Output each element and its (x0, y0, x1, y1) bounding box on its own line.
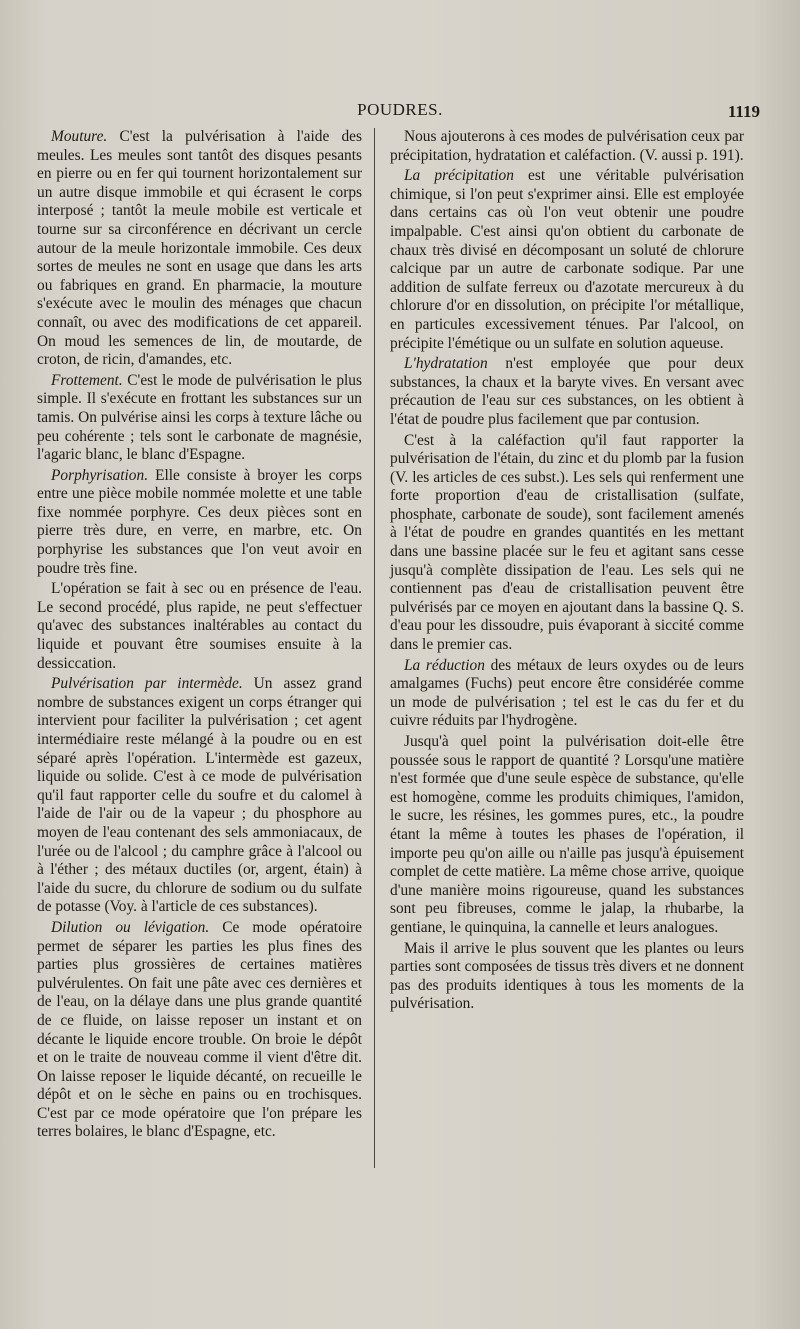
paragraph-text: C'est le mode de pulvérisation le plus simple. Il s'exécute en frottant les substances sur un tamis. On pulvérise ainsi les corps à texture lâche ou peu cohérente ; tels sont le carbonate de magnésie, l'agaric blanc, le blanc d'Espagne. (37, 371, 362, 464)
paragraph (37, 128, 362, 370)
paragraph (390, 432, 744, 655)
paragraph (390, 733, 744, 938)
paragraph-term: La réduction (404, 656, 485, 674)
paragraph-text: est une véritable pulvérisation chimique, si l'on peut s'exprimer ainsi. Elle est employée dans certains cas où l'on veut obtenir une poudre impalpable. C'est ainsi qu'on obtient du carbonate de chaux très divisé en décomposant un soluté de chlorure calcique par un autre de carbonate sodique. Par une addition de sulfate ferreux ou d'azotate mercureux à du chlorure d'or en dissolution, on précipite l'or métallique, en particules excessivement ténues. Par l'alcool, on précipite l'émétique ou un sulfate en solution aqueuse. (390, 167, 744, 352)
paragraph (37, 372, 362, 465)
paragraph-text: C'est la pulvérisation à l'aide des meules. Les meules sont tantôt des disques pesants en pierre ou en fer qui tournent horizontalement sur un autre disque immobile et qui écrasent le corps interposé ; tantôt la meule mobile est verticale et tourne sur sa circonférence en décrivant un cercle autour de la meule horizontale immobile. Ces deux sortes de meules ne sont en usage que dans les arts ou fabriques en grand. En pharmacie, la mouture s'exécute avec le moulin des ménages que chacun connaît, ou avec des modifications de cet appareil. On moud les semences de lin, de moutarde, de croton, de ricin, d'amandes, etc. (37, 128, 362, 369)
right-column (390, 128, 744, 1016)
paragraph (390, 167, 744, 353)
paragraph-text: C'est à la caléfaction qu'il faut rapporter la pulvérisation de l'étain, du zinc et du plomb par la fusion (V. les articles de ces subst.). Les sels qui renferment une forte proportion d'eau de cristallisation (sulfate, phosphate, carbonate de soude), sont facilement amenés à l'état de poudre en grandes quantités en les mettant dans une bassine placée sur le feu et agitant sans cesse jusqu'à complète dissipation de l'eau. Les sels qui ne contiennent pas d'eau de cristallisation peuvent être pulvérisés par ce moyen en ajoutant dans la bassine Q. S. d'eau pour les dissoudre, puis évaporant à siccité comme dans le premier cas. (390, 431, 744, 654)
paragraph-text: n'est employée que pour deux substances, la chaux et la baryte vives. En versant avec précaution de l'eau sur ces substances, on les obtient à l'état de poudre plus facilement que par contusion. (390, 355, 744, 428)
paragraph (37, 580, 362, 673)
page-number: 1119 (727, 102, 760, 121)
paragraph (390, 940, 744, 1014)
paragraph (390, 355, 744, 429)
paragraph (37, 467, 362, 579)
paragraph (37, 919, 362, 1142)
paragraph-term: Pulvérisation par intermède. (51, 675, 243, 693)
paragraph-text: Ce mode opératoire permet de séparer les parties les plus fines des parties plus grossières de certaines matières pulvérulentes. On fait une pâte avec ces dernières et de l'eau, on la délaye dans une plus grande quantité de ce fluide, on laisse reposer un instant et on décante le liquide encore trouble. On broie le dépôt et on le traite de nouveau comme il vient d'être dit. On laisse reposer le liquide décanté, on recueille le dépôt et on le sèche en pains ou en trochisques. C'est par ce mode opératoire que l'on prépare les terres bolaires, le blanc d'Espagne, etc. (37, 918, 362, 1141)
paragraph (390, 657, 744, 731)
page-header-title: POUDRES. (357, 100, 443, 119)
paragraph-term: Mouture. (51, 128, 108, 145)
paragraph-text: Mais il arrive le plus souvent que les plantes ou leurs parties sont composées de tissus très divers et ne donnent pas des produits identiques à tous les moments de la pulvérisation. (390, 939, 744, 1013)
paragraph-term: Frottement. (51, 371, 123, 389)
paragraph-text: Nous ajouterons à ces modes de pulvérisation ceux par précipitation, hydratation et caléfaction. (V. aussi p. 191). (390, 128, 744, 164)
paragraph-text: Un assez grand nombre de substances exigent un corps étranger qui intervient pour faciliter la pulvérisation ; cet agent intermédiaire reste mélangé à la poudre ou en est séparé après l'opération. L'intermède est gazeux, liquide ou solide. C'est à ce mode de pulvérisation qu'il faut rapporter celle du soufre et du calomel à l'aide de l'air ou de la vapeur ; du phosphore au moyen de l'eau contenant des sels ammoniacaux, de l'urée ou de l'alcool ; du camphre grâce à l'alcool ou à l'éther ; des métaux ductiles (or, argent, étain) à l'aide du sucre, du chlorure de sodium ou du sulfate de potasse (Voy. à l'article de ces substances). (37, 675, 362, 916)
paragraph-term: La précipitation (404, 167, 514, 185)
left-column (37, 128, 362, 1144)
paragraph-text: Jusqu'à quel point la pulvérisation doit-elle être poussée sous le rapport de quantité ? Lorsqu'une matière n'est formée que d'une seule espèce de substance, qu'elle est homogène, comme les produits chimiques, l'amidon, le sucre, les résines, les gommes pures, etc., la poudre étant la même à toutes les phases de l'opération, il importe peu qu'on aille ou n'aille pas jusqu'à épuisement complet de cette matière. La même chose arrive, quoique d'une manière moins rigoureuse, quand les substances sont peu fibreuses, comme le jalap, la rhubarbe, la gentiane, le quinquina, la cannelle et leurs analogues. (390, 733, 744, 936)
column-divider (374, 128, 375, 1168)
paragraph-text: L'opération se fait à sec ou en présence de l'eau. Le second procédé, plus rapide, ne peut s'effectuer qu'avec des substances inaltérables au contact du liquide et pouvant être soumises ensuite à la dessiccation. (37, 580, 362, 672)
paragraph (37, 675, 362, 917)
paragraph-term: Porphyrisation. (51, 466, 149, 484)
paragraph (390, 128, 744, 165)
paragraph-term: Dilution ou lévigation. (51, 918, 210, 936)
paragraph-text: des métaux de leurs oxydes ou de leurs amalgames (Fuchs) peut encore être considérée comme un mode de pulvérisation ; tel est le cas du fer et du cuivre réduits par l'hydrogène. (390, 656, 744, 730)
paragraph-term: L'hydratation (404, 355, 488, 373)
paragraph-text: Elle consiste à broyer les corps entre une pièce mobile nommée molette et une table fixe nommée porphyre. Ces deux pièces sont en pierre très dure, en verre, en marbre, etc. On porphyrise les substances que l'on veut avoir en poudre très fine. (37, 466, 362, 577)
running-header (0, 100, 800, 124)
